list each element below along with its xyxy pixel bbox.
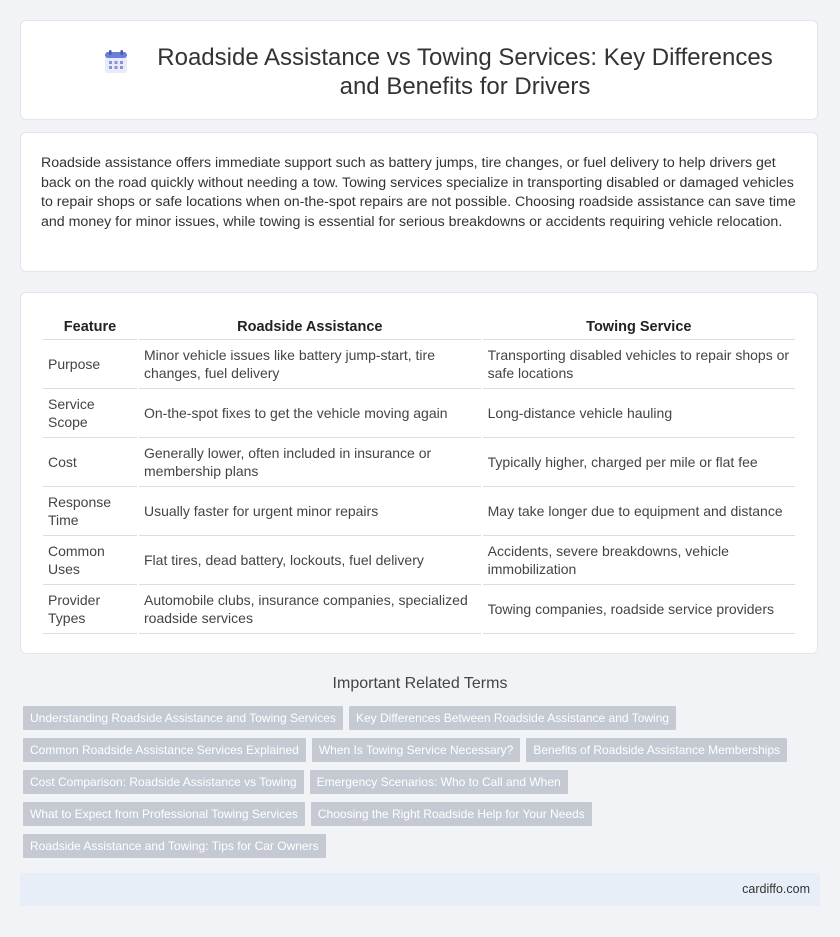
- row-towing: Long-distance vehicle hauling: [483, 389, 795, 438]
- row-towing: Typically higher, charged per mile or flat fee: [483, 438, 795, 487]
- row-roadside: Generally lower, often included in insurance or membership plans: [139, 438, 481, 487]
- related-term-link[interactable]: Emergency Scenarios: Who to Call and When: [310, 770, 568, 794]
- table-row: [43, 389, 795, 438]
- header-card: [20, 20, 818, 120]
- related-terms-title: Important Related Terms: [332, 675, 508, 692]
- intro-card: [20, 132, 818, 272]
- footer: [20, 873, 820, 906]
- row-feature: Response Time: [43, 487, 137, 536]
- row-roadside: Minor vehicle issues like battery jump-start, tire changes, fuel delivery: [139, 340, 481, 389]
- related-term-link[interactable]: Roadside Assistance and Towing: Tips for Car Owners: [23, 834, 326, 858]
- row-roadside: On-the-spot fixes to get the vehicle moving again: [139, 389, 481, 438]
- row-feature: Common Uses: [43, 536, 137, 585]
- row-feature: Service Scope: [43, 389, 137, 438]
- table-row: [43, 438, 795, 487]
- related-term-link[interactable]: Key Differences Between Roadside Assistance and Towing: [349, 706, 676, 730]
- related-term-link[interactable]: Choosing the Right Roadside Help for Your Needs: [311, 802, 592, 826]
- table-row: [43, 487, 795, 536]
- header-roadside: Roadside Assistance: [139, 315, 481, 340]
- page-title: Roadside Assistance vs Towing Services: Key Differences and Benefits for Drivers: [157, 44, 773, 100]
- row-feature: Cost: [43, 438, 137, 487]
- row-towing: Towing companies, roadside service providers: [483, 585, 795, 634]
- row-feature: Purpose: [43, 340, 137, 389]
- related-term-link[interactable]: Common Roadside Assistance Services Explained: [23, 738, 306, 762]
- related-term-link[interactable]: When Is Towing Service Necessary?: [312, 738, 521, 762]
- calendar-icon: [103, 49, 129, 75]
- row-towing: May take longer due to equipment and distance: [483, 487, 795, 536]
- row-towing: Transporting disabled vehicles to repair shops or safe locations: [483, 340, 795, 389]
- footer-site[interactable]: cardiffo.com: [742, 882, 810, 896]
- header-feature: Feature: [43, 315, 137, 340]
- related-term-link[interactable]: What to Expect from Professional Towing Services: [23, 802, 305, 826]
- related-term-link[interactable]: Understanding Roadside Assistance and Towing Services: [23, 706, 343, 730]
- comparison-table: [41, 315, 797, 634]
- table-row: [43, 536, 795, 585]
- row-roadside: Usually faster for urgent minor repairs: [139, 487, 481, 536]
- header-towing: Towing Service: [483, 315, 795, 340]
- comparison-card: [20, 292, 818, 654]
- row-roadside: Automobile clubs, insurance companies, specialized roadside services: [139, 585, 481, 634]
- table-row: [43, 585, 795, 634]
- row-roadside: Flat tires, dead battery, lockouts, fuel delivery: [139, 536, 481, 585]
- related-term-link[interactable]: Benefits of Roadside Assistance Memberships: [526, 738, 787, 762]
- row-feature: Provider Types: [43, 585, 137, 634]
- related-term-link[interactable]: Cost Comparison: Roadside Assistance vs Towing: [23, 770, 304, 794]
- intro-text: Roadside assistance offers immediate support such as battery jumps, tire changes, or fuel delivery to help drivers get back on the road quickly without needing a tow. Towing services specialize in transporting disabled or damaged vehicles to repair shops or safe locations when on-the-spot repairs are not possible. Choosing roadside assistance can save time and money for minor issues, while towing is essential for serious breakdowns or accidents requiring vehicle relocation.: [41, 155, 796, 230]
- row-towing: Accidents, severe breakdowns, vehicle immobilization: [483, 536, 795, 585]
- table-row: [43, 340, 795, 389]
- related-terms: [23, 706, 803, 866]
- table-header-row: [43, 315, 795, 340]
